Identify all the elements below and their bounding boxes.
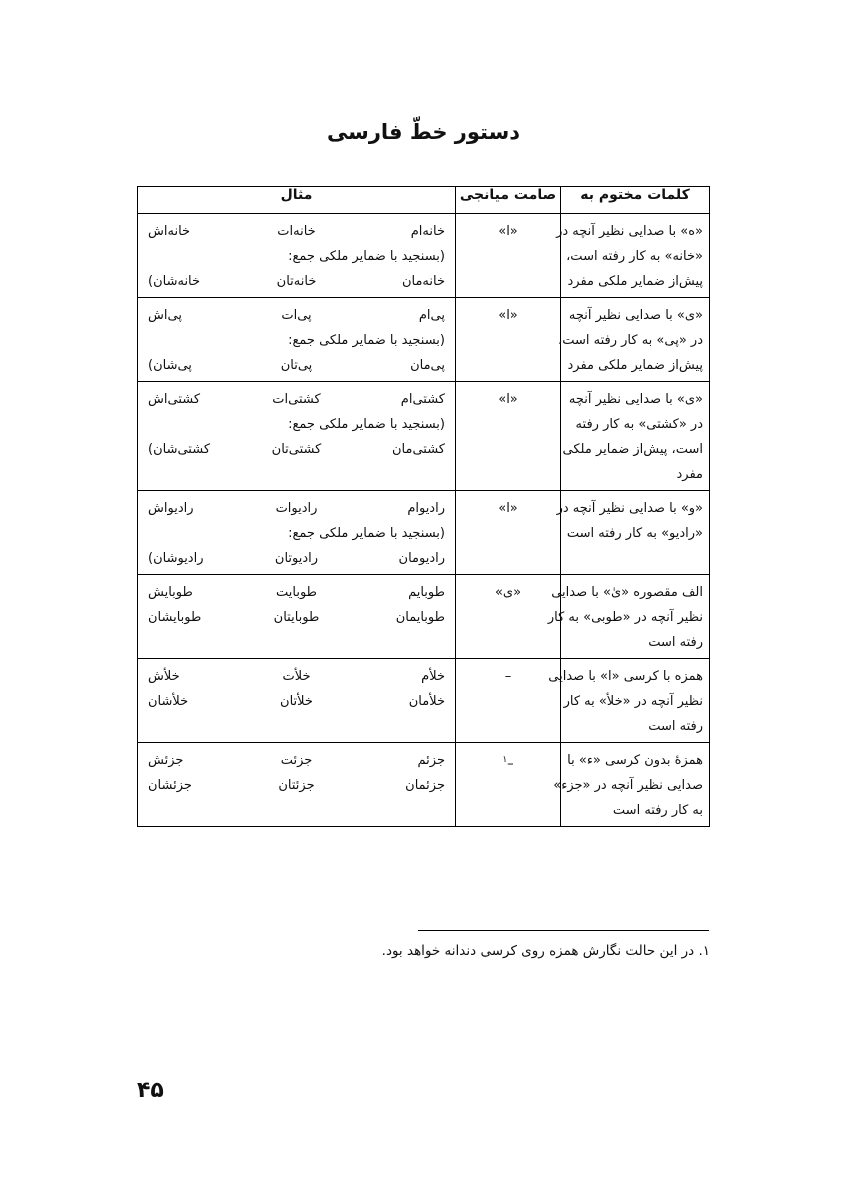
page-title: دستور خطّ فارسی <box>326 120 521 144</box>
consonant-value: «ا» <box>498 392 518 407</box>
description-line: الف مقصوره «یٰ» با صدایی <box>551 585 703 600</box>
example-word: خلأشان <box>148 694 189 709</box>
table-row <box>138 575 710 659</box>
example-word: کشتی‌شان) <box>148 442 211 457</box>
example-word: خلأتان <box>280 694 313 709</box>
example-line <box>148 353 445 378</box>
description-line: «ه» با صدایی نظیر آنچه در <box>556 224 703 239</box>
example-word: طوبایش <box>148 585 193 600</box>
example-word: طوبایت <box>275 585 318 600</box>
description-line: «خانه» به کار رفته است، <box>566 249 703 264</box>
example-line <box>148 605 445 630</box>
description-line: رفته است <box>648 719 703 734</box>
description-line: در «پی» به کار رفته است، <box>558 333 703 348</box>
row-description <box>548 659 710 743</box>
example-line <box>148 580 445 605</box>
example-note: (بسنجید با ضمایر ملکی جمع: <box>288 249 445 264</box>
row-examples <box>138 491 456 575</box>
description-line: به کار رفته است <box>612 803 703 818</box>
example-word: خانه‌اش <box>148 224 191 239</box>
example-word: پی‌اش <box>148 308 182 323</box>
example-word: جزئش <box>148 753 184 768</box>
row-consonant <box>456 382 561 491</box>
example-note: (بسنجید با ضمایر ملکی جمع: <box>288 526 445 541</box>
row-description <box>547 575 710 659</box>
description-line: پیش‌از ضمایر ملکی مفرد <box>567 274 703 289</box>
row-examples <box>138 659 456 743</box>
footnote: ۱. در این حالت نگارش همزه روی کرسی دندانه خواهد بود. <box>381 943 710 959</box>
row-consonant <box>456 491 561 575</box>
table-row <box>138 298 710 382</box>
example-word: خلأت <box>282 669 311 684</box>
example-note: (بسنجید با ضمایر ملکی جمع: <box>288 417 445 432</box>
example-word: کشتی‌ات <box>272 392 321 407</box>
row-examples <box>138 743 456 827</box>
example-word: کشتی‌تان <box>271 442 322 457</box>
description-line: «ی» با صدایی نظیر آنچه <box>568 308 703 323</box>
footnote-divider <box>418 930 709 931</box>
example-word: جزئت <box>280 753 313 768</box>
description-line: است، پیش‌از ضمایر ملکی <box>562 442 703 457</box>
example-word: جزئتان <box>278 778 315 793</box>
example-word: خانه‌ام <box>410 224 445 239</box>
row-examples <box>138 382 456 491</box>
example-word: طوبایم <box>408 585 445 600</box>
example-word: طوبایتان <box>273 610 320 625</box>
row-examples <box>138 214 456 298</box>
row-examples <box>138 298 456 382</box>
header-description: کلمات مختوم به <box>561 187 710 214</box>
table-row <box>138 382 710 491</box>
description-line: «و» با صدایی نظیر آنچه در <box>556 501 703 516</box>
example-line <box>148 496 445 521</box>
table-body <box>138 214 710 827</box>
consonant-value: «ا» <box>498 224 518 239</box>
example-word: جزئشان <box>148 778 192 793</box>
example-word: پی‌ات <box>281 308 312 323</box>
row-description <box>558 298 710 382</box>
example-line <box>148 269 445 294</box>
example-word: خانه‌ات <box>277 224 316 239</box>
table-header-row <box>138 187 710 214</box>
example-word: کشتی‌اش <box>148 392 201 407</box>
example-line <box>148 689 445 714</box>
description-line: «رادیو» به کار رفته است <box>566 526 703 541</box>
example-word: رادیوام <box>407 501 445 516</box>
description-line: صدایی نظیر آنچه در «جزء» <box>553 778 703 793</box>
row-description <box>561 382 710 491</box>
example-word: پی‌ام <box>418 308 445 323</box>
example-word: خلأم <box>421 669 445 684</box>
description-line: نظیر آنچه در «خلأ» به کار <box>563 694 703 709</box>
description-line: پیش‌از ضمایر ملکی مفرد <box>567 358 703 373</box>
example-word: جزئمان <box>405 778 445 793</box>
description-line: مفرد <box>676 467 703 482</box>
description-line: «ی» با صدایی نظیر آنچه <box>568 392 703 407</box>
row-consonant <box>456 575 561 659</box>
example-word: طوبایمان <box>395 610 445 625</box>
row-consonant <box>456 214 561 298</box>
row-description <box>556 214 710 298</box>
example-word: کشتی‌ام <box>400 392 445 407</box>
row-description <box>556 491 710 575</box>
example-word: رادیواش <box>148 501 194 516</box>
table-row <box>138 659 710 743</box>
example-word: خلأش <box>148 669 180 684</box>
consonant-value: – <box>507 756 514 772</box>
consonant-value: «ا» <box>498 501 518 516</box>
consonant-value: – <box>504 669 512 684</box>
example-line <box>148 664 445 689</box>
example-word: کشتی‌مان <box>391 442 445 457</box>
footnote-reference: ۱ <box>502 755 508 765</box>
example-word: رادیوشان) <box>148 551 204 566</box>
description-line: همزهٔ بدون کرسی «ء» با <box>567 753 703 768</box>
row-consonant <box>456 659 561 743</box>
row-consonant <box>456 743 561 827</box>
example-word: پی‌مان <box>410 358 445 373</box>
description-line: نظیر آنچه در «طوبی» به کار <box>547 610 703 625</box>
table-row <box>138 491 710 575</box>
header-consonant: صامت میانجی <box>456 187 561 214</box>
example-line <box>148 437 445 462</box>
example-word: رادیوات <box>275 501 318 516</box>
row-examples <box>138 575 456 659</box>
page-number: ۴۵ <box>137 1078 164 1103</box>
example-line <box>148 546 445 571</box>
description-line: همزه با کرسی «ا» با صدایی <box>548 669 703 684</box>
example-word: خلأمان <box>408 694 445 709</box>
example-word: پی‌تان <box>280 358 313 373</box>
consonant-value: «ی» <box>494 585 522 600</box>
example-word: رادیومان <box>398 551 445 566</box>
description-line: رفته است <box>648 635 703 650</box>
row-consonant <box>456 298 561 382</box>
example-word: پی‌شان) <box>148 358 192 373</box>
example-line <box>148 387 445 412</box>
table-row <box>138 214 710 298</box>
example-word: خانه‌مان <box>401 274 445 289</box>
example-word: جزئم <box>417 753 445 768</box>
header-example: مثال <box>138 187 456 214</box>
example-line <box>148 748 445 773</box>
example-line <box>148 773 445 798</box>
example-word: رادیوتان <box>274 551 319 566</box>
spelling-rules-table <box>137 186 710 827</box>
example-word: طوبایشان <box>148 610 202 625</box>
example-line <box>148 303 445 328</box>
row-description <box>553 743 710 827</box>
example-line <box>148 219 445 244</box>
example-word: خانه‌شان) <box>148 274 201 289</box>
table-row <box>138 743 710 827</box>
example-note: (بسنجید با ضمایر ملکی جمع: <box>288 333 445 348</box>
example-word: خانه‌تان <box>276 274 317 289</box>
consonant-value: «ا» <box>498 308 518 323</box>
description-line: در «کشتی» به کار رفته <box>575 417 703 432</box>
